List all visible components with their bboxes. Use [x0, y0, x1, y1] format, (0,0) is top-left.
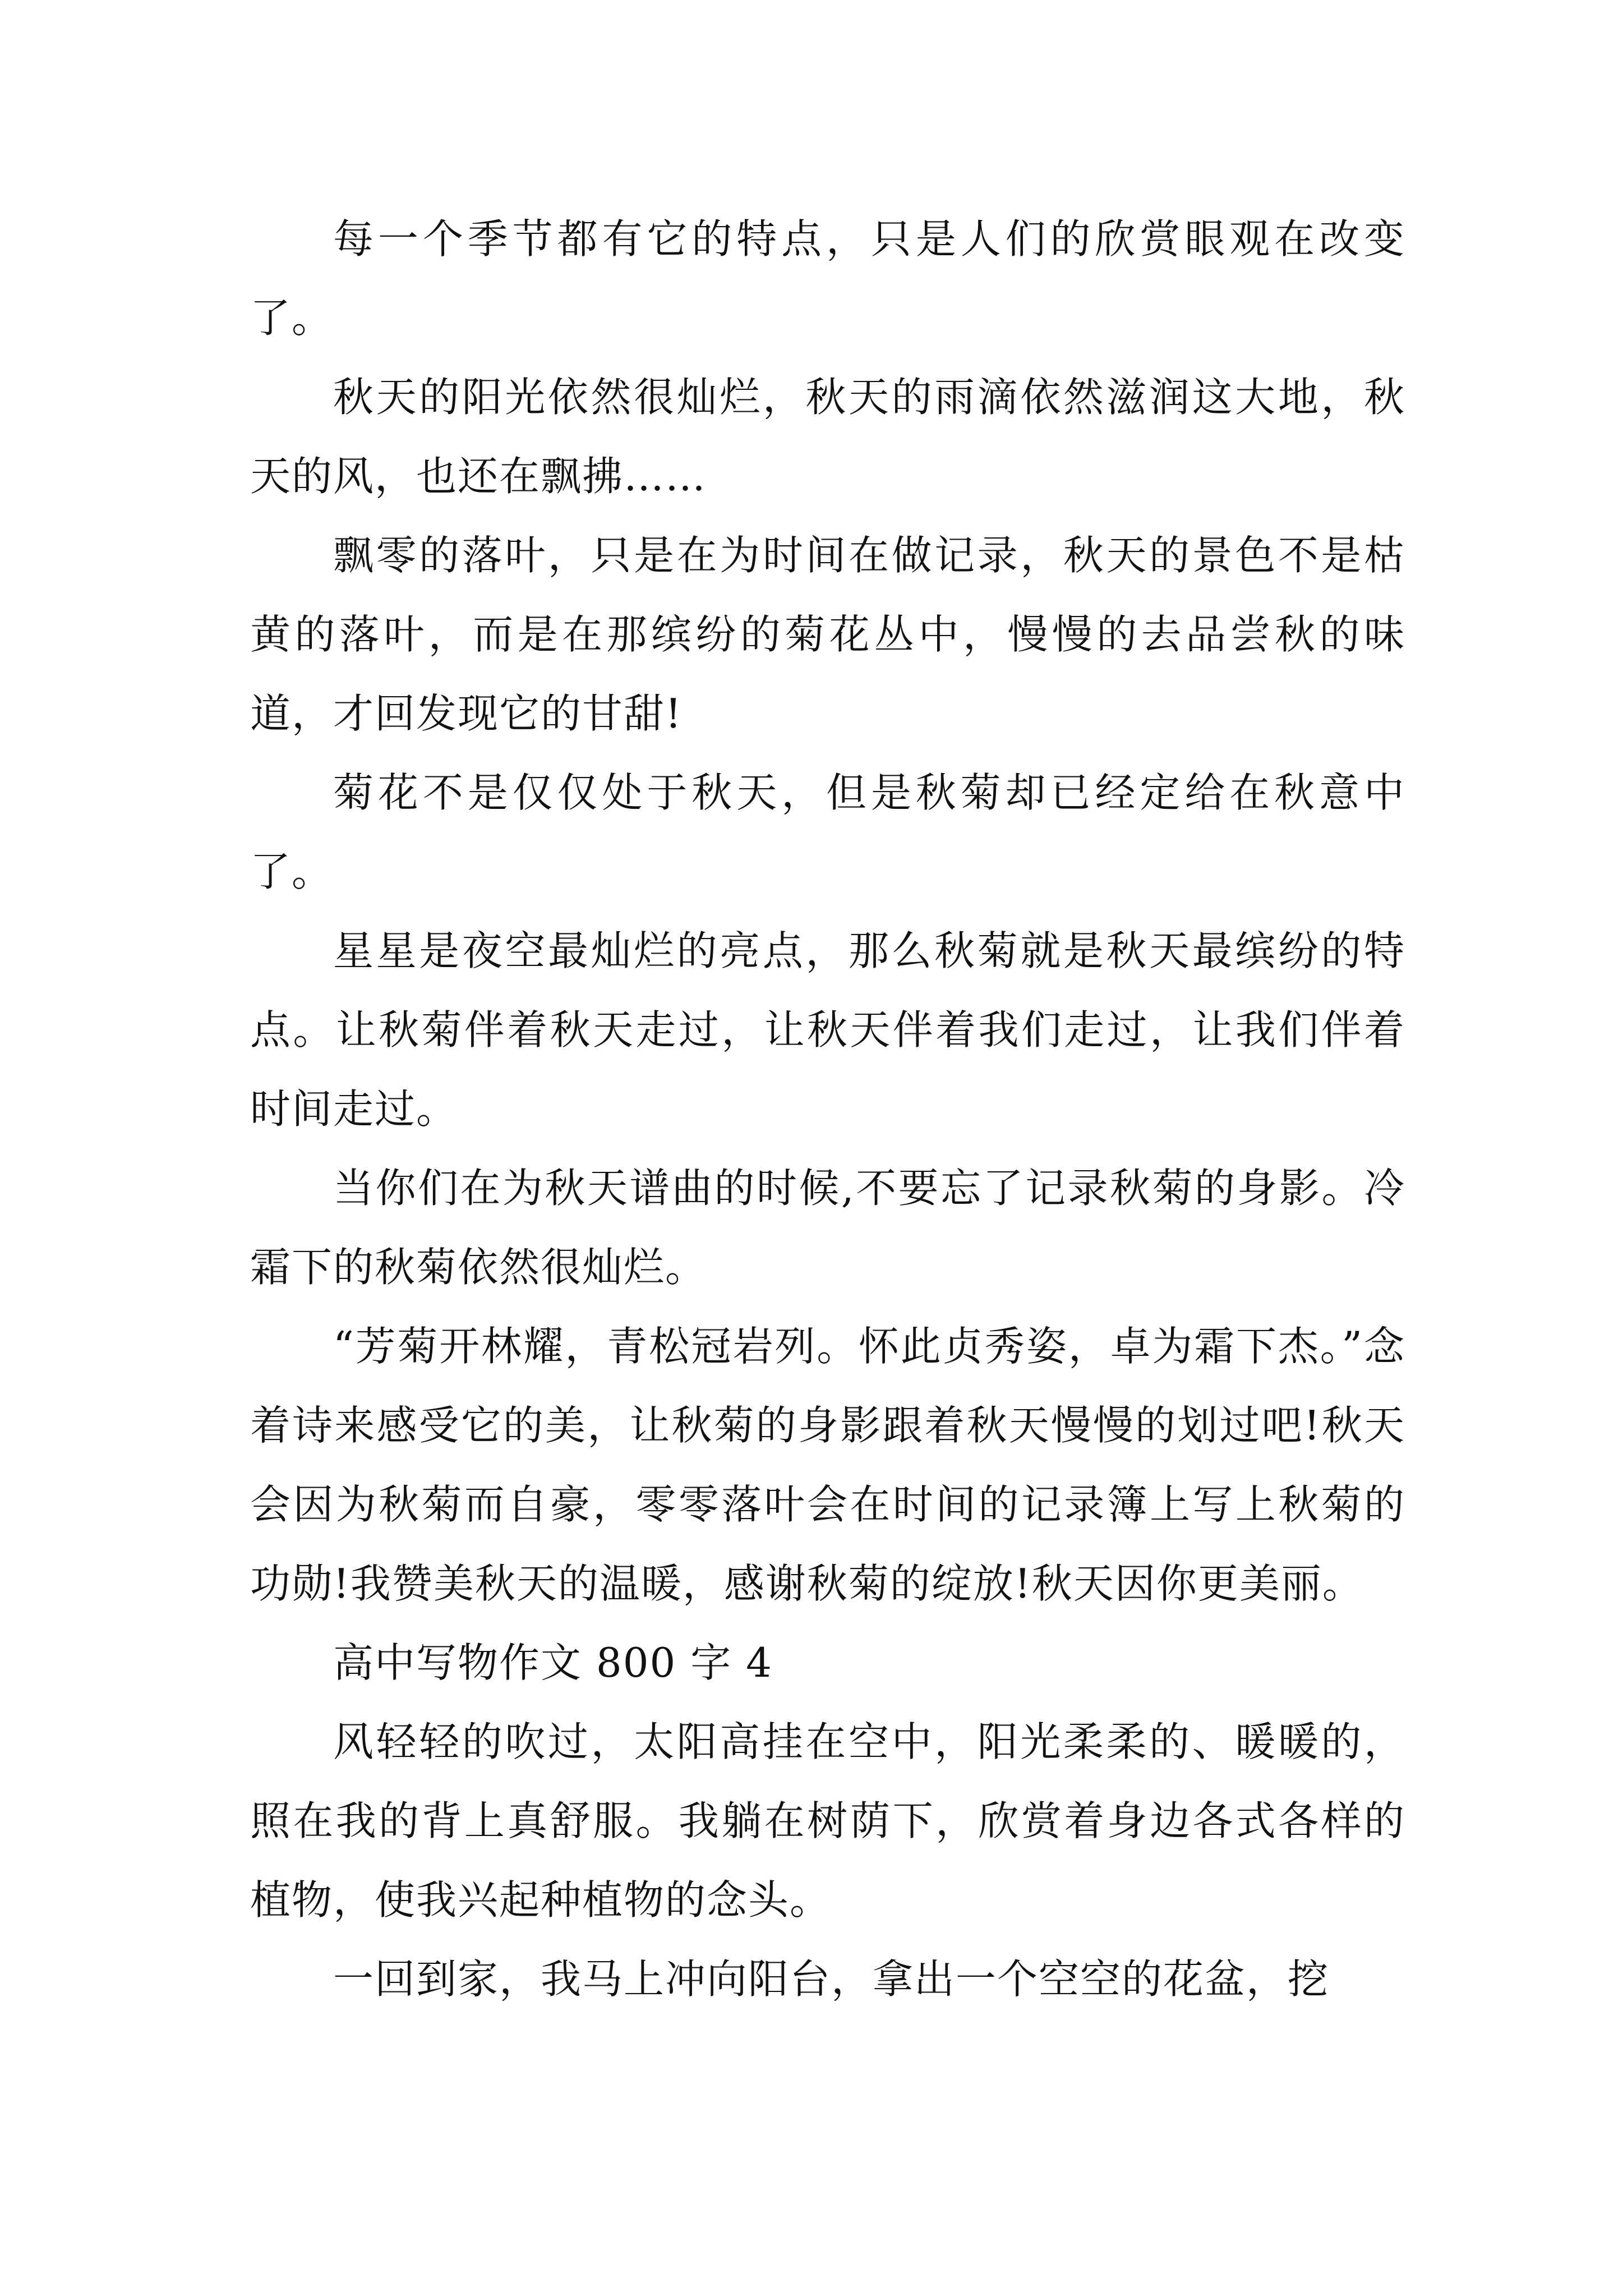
paragraph: 一回到家，我马上冲向阳台，拿出一个空空的花盆，挖: [333, 1955, 1330, 2003]
paragraph: 星星是夜空最灿烂的亮点，那么秋菊就是秋天最缤纷的特点。让秋菊伴着秋天走过，让秋天伴着我们走过，让我们伴着时间走过。: [250, 927, 1405, 1133]
paragraph: 菊花不是仅仅处于秋天，但是秋菊却已经定给在秋意中了。: [250, 769, 1405, 895]
paragraph: 当你们在为秋天谱曲的时候,不要忘了记录秋菊的身影。冷霜下的秋菊依然很灿烂。: [250, 1165, 1405, 1291]
section-heading: 高中写物作文 800 字 4: [333, 1639, 773, 1686]
paragraph: 秋天的阳光依然很灿烂，秋天的雨滴依然滋润这大地，秋天的风，也还在飘拂……: [250, 374, 1405, 500]
paragraph: 飘零的落叶，只是在为时间在做记录，秋天的景色不是枯黄的落叶，而是在那缤纷的菊花丛中，慢慢的去品尝秋的味道，才回发现它的甘甜!: [250, 532, 1405, 737]
body-text: [250, 200, 1405, 2019]
paragraph: “芳菊开林耀，青松冠岩列。怀此贞秀姿，卓为霜下杰。”念着诗来感受它的美，让秋菊的身影跟着秋天慢慢的划过吧!秋天会因为秋菊而自豪，零零落叶会在时间的记录簿上写上秋菊的功勋!我赞美秋天的温暖，感谢秋菊的绽放!秋天因你更美丽。: [250, 1323, 1405, 1607]
paragraph: 风轻轻的吹过，太阳高挂在空中，阳光柔柔的、暖暖的，照在我的背上真舒服。我躺在树荫下，欣赏着身边各式各样的植物，使我兴起种植物的念头。: [250, 1718, 1405, 1924]
paragraph: 每一个季节都有它的特点，只是人们的欣赏眼观在改变了。: [250, 215, 1405, 342]
